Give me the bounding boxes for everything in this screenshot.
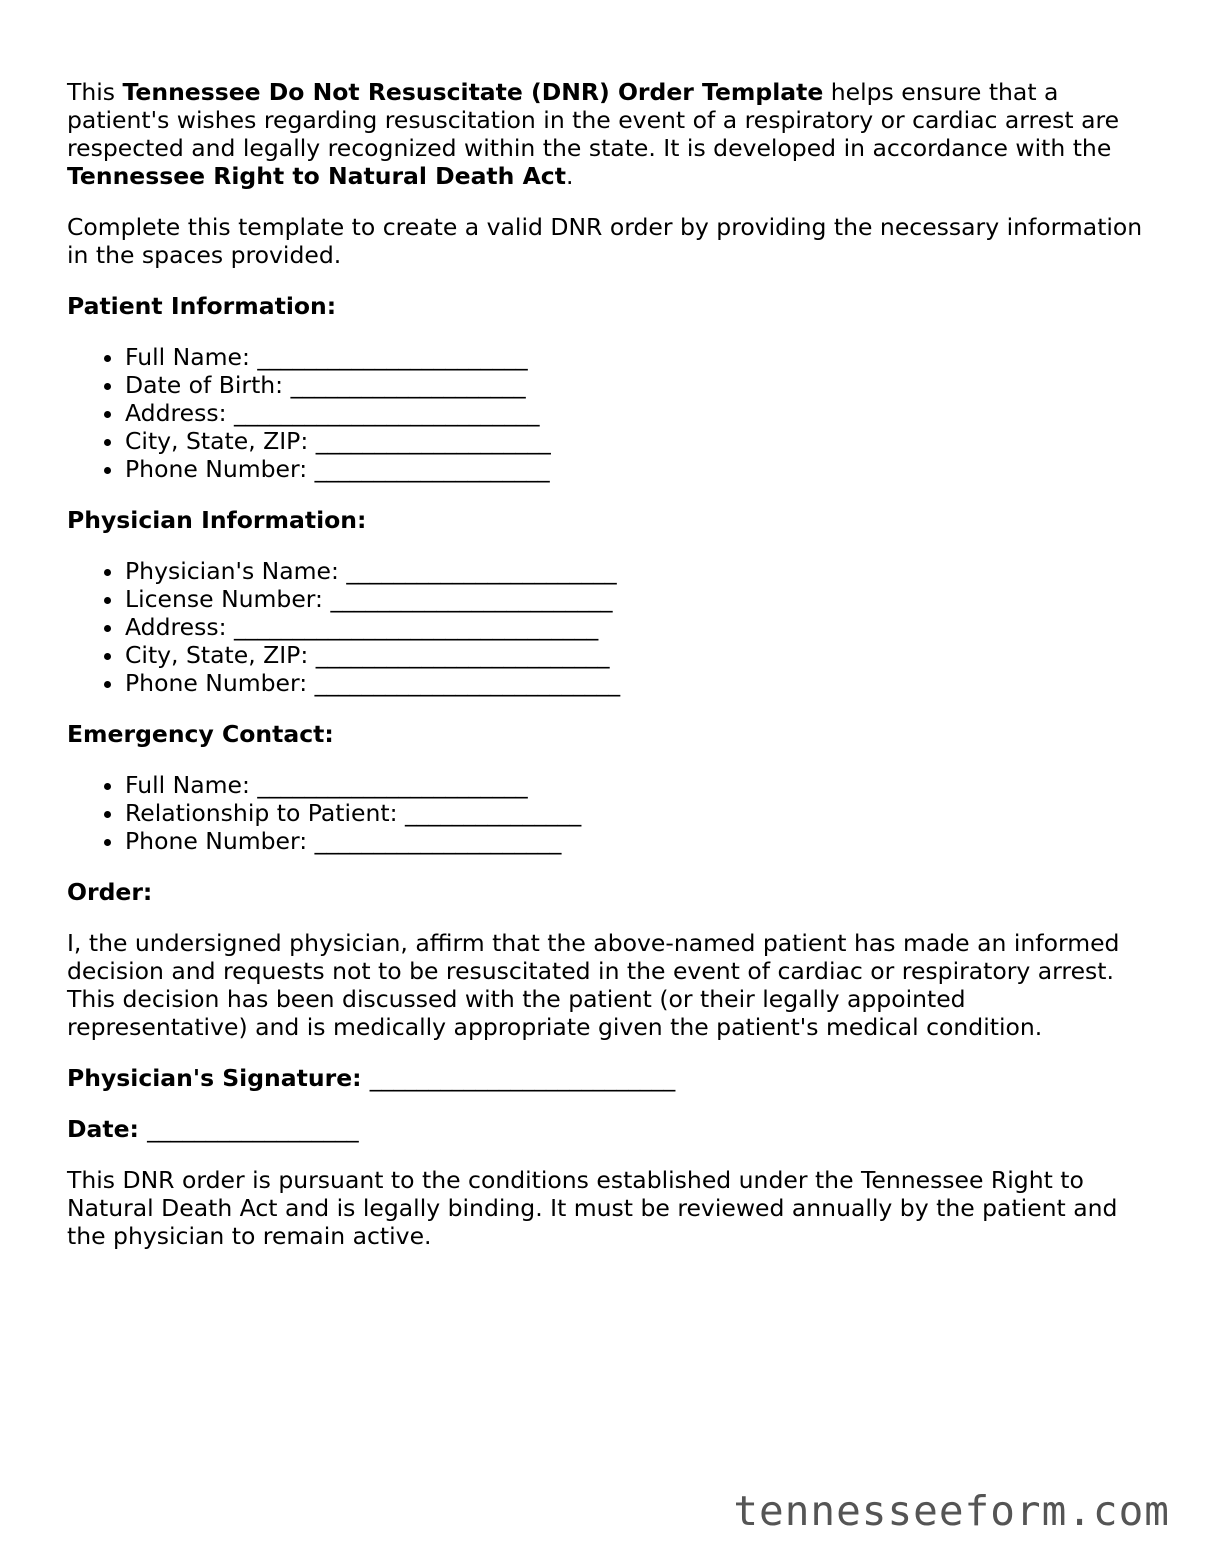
patient-dob-field[interactable]: • Date of Birth: ____________________ xyxy=(125,371,1147,399)
physician-phone-field[interactable]: • Phone Number: __________________________ xyxy=(125,669,1147,697)
blank-line[interactable]: __________________________ xyxy=(314,669,621,697)
patient-heading: Patient Information: xyxy=(67,292,337,320)
emergency-full-name-field[interactable]: • Full Name: _______________________ xyxy=(125,771,1147,799)
physician-address-field[interactable]: • Address: _______________________________ xyxy=(125,613,1147,641)
blank-line[interactable]: __________________________ xyxy=(233,399,540,427)
blank-line[interactable]: _______________________ xyxy=(257,343,528,371)
blank-line[interactable]: _____________________ xyxy=(314,827,562,855)
document-body xyxy=(67,78,1147,1273)
physician-heading: Physician Information: xyxy=(67,506,367,534)
blank-line[interactable]: __________________ xyxy=(147,1115,359,1143)
blank-line[interactable]: __________________________ xyxy=(369,1064,676,1092)
physician-license-field[interactable]: • License Number: ________________________ xyxy=(125,585,1147,613)
blank-line[interactable]: _______________ xyxy=(405,799,582,827)
patient-phone-field[interactable]: • Phone Number: ____________________ xyxy=(125,455,1147,483)
order-heading: Order: xyxy=(67,878,153,906)
patient-city-state-zip-field[interactable]: • City, State, ZIP: ____________________ xyxy=(125,427,1147,455)
patient-fields xyxy=(67,343,1147,483)
order-paragraph: I, the undersigned physician, affirm that the above-named patient has made an informed decision and requests not to be resuscitated in the event of cardiac or respiratory arrest. This decision has been discussed with the patient (or their legally appointed representative) and is medically appropriate given the patient's medical condition. xyxy=(67,929,1120,1041)
emergency-heading: Emergency Contact: xyxy=(67,720,334,748)
blank-line[interactable]: ____________________ xyxy=(315,427,551,455)
physician-city-state-zip-field[interactable]: • City, State, ZIP: _________________________ xyxy=(125,641,1147,669)
physician-name-field[interactable]: • Physician's Name: _______________________ xyxy=(125,557,1147,585)
physician-signature-field[interactable]: Physician's Signature: __________________________ xyxy=(67,1064,676,1092)
physician-fields xyxy=(67,557,1147,697)
date-field[interactable]: Date: __________________ xyxy=(67,1115,359,1143)
emergency-relationship-field[interactable]: • Relationship to Patient: _______________ xyxy=(125,799,1147,827)
site-watermark: tennesseeform.com xyxy=(733,1487,1170,1535)
patient-full-name-field[interactable]: • Full Name: _______________________ xyxy=(125,343,1147,371)
blank-line[interactable]: ____________________ xyxy=(290,371,526,399)
blank-line[interactable]: _________________________ xyxy=(315,641,610,669)
form-title: Tennessee Do Not Resuscitate (DNR) Order Template xyxy=(122,78,824,106)
blank-line[interactable]: _______________________ xyxy=(257,771,528,799)
closing-paragraph: This DNR order is pursuant to the conditions established under the Tennessee Right to Natural Death Act and is legally binding. It must be reviewed annually by the patient and the physician to remain active. xyxy=(67,1166,1118,1250)
emergency-phone-field[interactable]: • Phone Number: _____________________ xyxy=(125,827,1147,855)
instructions-paragraph: Complete this template to create a valid DNR order by providing the necessary information in the spaces provided. xyxy=(67,213,1143,269)
blank-line[interactable]: _______________________________ xyxy=(233,613,599,641)
blank-line[interactable]: ________________________ xyxy=(330,585,613,613)
emergency-fields xyxy=(67,771,1147,855)
blank-line[interactable]: ____________________ xyxy=(314,455,550,483)
patient-address-field[interactable]: • Address: __________________________ xyxy=(125,399,1147,427)
blank-line[interactable]: _______________________ xyxy=(346,557,617,585)
intro-paragraph: This Tennessee Do Not Resuscitate (DNR) Order Template helps ensure that a patient's wishes regarding resuscitation in the event of a respiratory or cardiac arrest are respected and legally recognized within the state. It is developed in accordance with the Tennessee Right to Natural Death Act. xyxy=(67,78,1120,190)
act-name: Tennessee Right to Natural Death Act xyxy=(67,162,566,190)
